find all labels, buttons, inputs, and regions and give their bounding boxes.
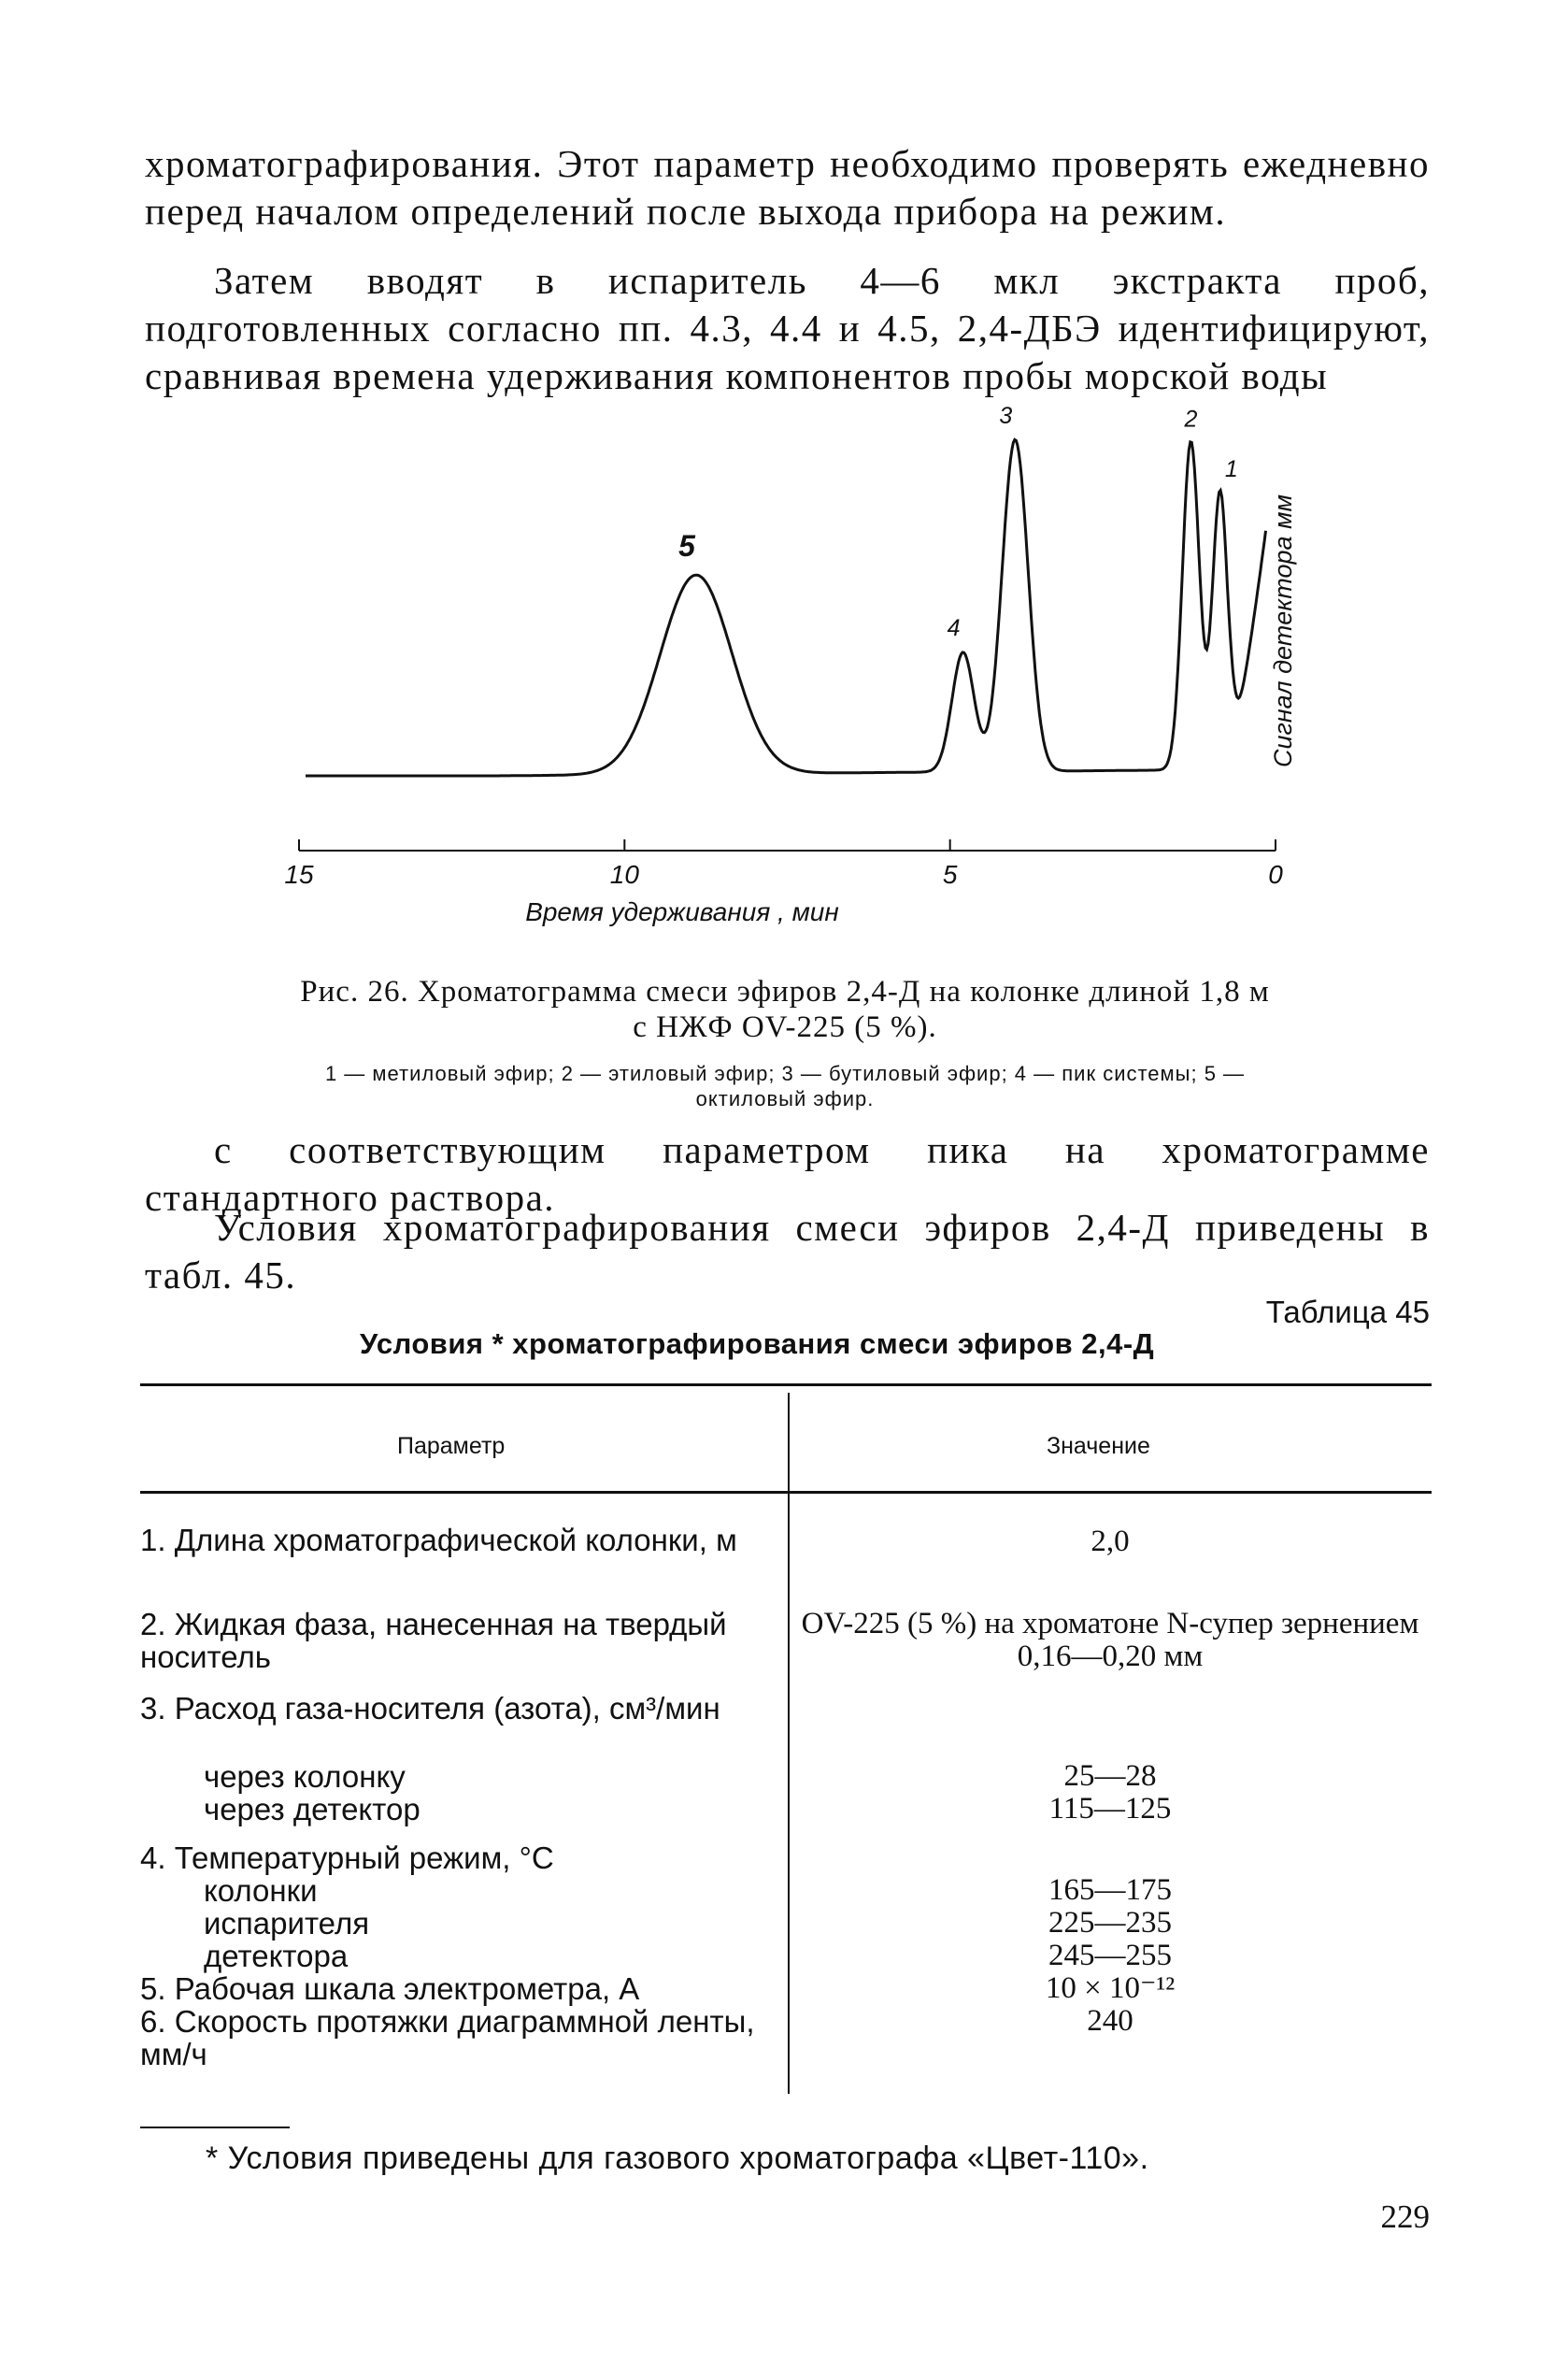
row4-sub2: испарителя: [204, 1906, 370, 1941]
figure-legend: 1 — метиловый эфир; 2 — этиловый эфир; 3 — бутиловый эфир; 4 — пик системы; 5 — октиловый эфир.: [324, 1062, 1246, 1110]
paragraph-4: Условия хроматографирования смеси эфиров 2,4-Д приведены в табл. 45.: [145, 1206, 1430, 1296]
table-top-rule: [140, 1383, 1432, 1386]
row3-value1: 25—28: [1063, 1759, 1157, 1793]
row4-value3: 245—255: [1048, 1939, 1172, 1972]
footnote-rule: [140, 2127, 290, 2128]
peak-label-3: 3: [999, 403, 1013, 429]
row5-value: 10 × 10⁻¹²: [1045, 1971, 1176, 2005]
row3-sub1: через колонку: [204, 1759, 406, 1794]
row1-value: 2,0: [1090, 1525, 1130, 1558]
x-axis-label: Время удерживания , мин: [525, 897, 839, 926]
paragraph-2: Затем вводят в испаритель 4—6 мкл экстракта проб, подготовленных согласно пп. 4.3, 4.4 и 4.5, 2,4-ДБЭ идентифицируют, сравнивая времена удерживания компонентов пробы морской воды: [145, 259, 1430, 397]
y-axis-label: Сигнал детектора мм: [1269, 494, 1297, 768]
page-number: 229: [1380, 2198, 1430, 2235]
paragraph-1: хроматографирования. Этот параметр необходимо проверять ежедневно перед началом определений после выхода прибора на режим.: [145, 142, 1430, 233]
peak-label-5: 5: [678, 529, 695, 563]
tick-label-10: 10: [609, 860, 639, 889]
peak-label-2: 2: [1184, 406, 1198, 433]
table-header-param: Параметр: [397, 1433, 506, 1459]
chromatogram-trace: [306, 439, 1266, 776]
table-title: Условия * хроматографирования смеси эфиров 2,4-Д: [360, 1327, 1155, 1360]
table-header-value: Значение: [1047, 1433, 1150, 1459]
row4-sub1: колонки: [204, 1873, 318, 1908]
tick-label-15: 15: [284, 860, 314, 889]
tick-label-5: 5: [942, 860, 958, 889]
peak-label-1: 1: [1224, 455, 1238, 482]
row6-param: 6. Скорость протяжки диаграммной ленты, мм/ч: [140, 2004, 755, 2071]
footnote: * Условия приведены для газового хроматографа «Цвет-110».: [206, 2141, 1149, 2176]
figure-caption: Рис. 26. Хроматограмма смеси эфиров 2,4-Д на колонке длиной 1,8 м с НЖФ OV-225 (5 %).: [300, 975, 1270, 1044]
peak-label-4: 4: [947, 615, 961, 642]
row4-sub3: детектора: [204, 1939, 349, 1973]
table-header-rule: [140, 1491, 1432, 1494]
table-number: Таблица 45: [1265, 1295, 1430, 1329]
chromatogram-figure: [280, 402, 1318, 949]
row4-value2: 225—235: [1048, 1906, 1172, 1940]
row1-param: 1. Длина хроматографической колонки, м: [140, 1523, 737, 1557]
row3-sub2: через детектор: [204, 1792, 421, 1826]
row5-param: 5. Рабочая шкала электрометра, А: [140, 1971, 640, 2006]
row4-param: 4. Температурный режим, °С: [140, 1840, 554, 1875]
row4-value1: 165—175: [1048, 1873, 1172, 1907]
tick-label-0: 0: [1268, 860, 1283, 889]
row2-param: 2. Жидкая фаза, нанесенная на твердый носитель: [140, 1607, 727, 1674]
row3-value2: 115—125: [1048, 1792, 1172, 1826]
paragraph-3: с соответствующим параметром пика на хроматограмме стандартного раствора.: [145, 1128, 1430, 1219]
row6-value: 240: [1087, 2004, 1133, 2038]
row3-param: 3. Расход газа-носителя (азота), см³/мин: [140, 1691, 720, 1726]
row2-value: OV-225 (5 %) на хроматоне N-супер зернением 0,16—0,20 мм: [801, 1607, 1419, 1673]
